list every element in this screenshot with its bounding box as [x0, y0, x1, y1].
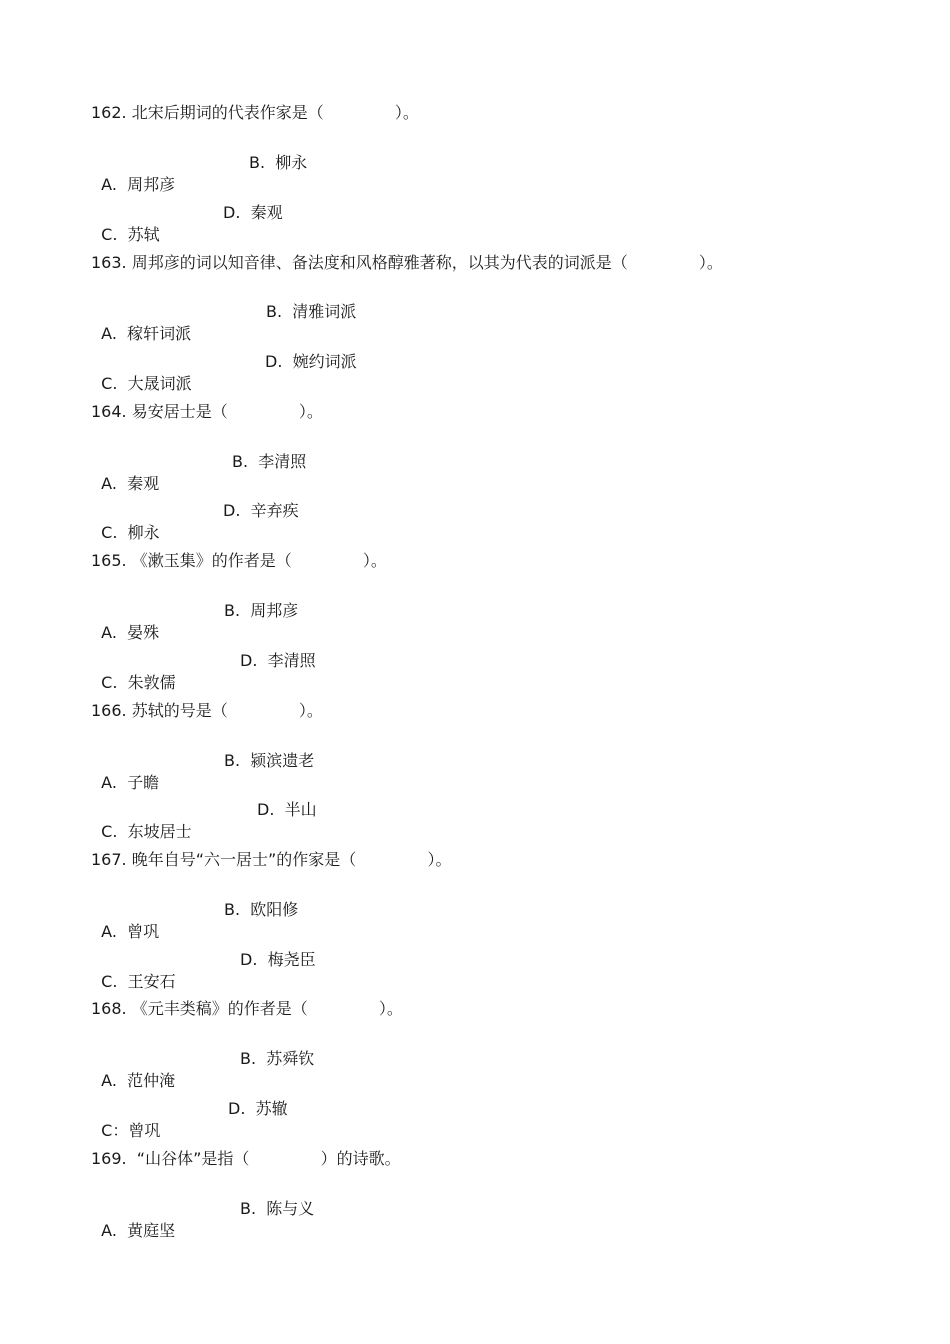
option-a: A. 周邦彦 [101, 175, 176, 194]
option-b: B. 欧阳修 [224, 900, 299, 919]
option-b: B. 李清照 [232, 452, 307, 471]
option-d: D. 梅尧臣 [240, 950, 316, 969]
option-a: A. 曾巩 [101, 922, 160, 941]
option-b: B. 清雅词派 [266, 302, 357, 321]
option-d: D. 半山 [257, 800, 317, 819]
option-c: C. 柳永 [101, 523, 160, 542]
question-162-stem: 162. 北宋后期词的代表作家是（ ）。 [91, 103, 419, 122]
option-b: B. 柳永 [249, 153, 308, 172]
option-a: A. 子瞻 [101, 773, 160, 792]
question-169-options-row-1 [91, 1198, 315, 1264]
option-a: A. 范仲淹 [101, 1071, 176, 1090]
question-169-stem: 169. “山谷体”是指（ ）的诗歌。 [91, 1149, 401, 1168]
option-d: D. 婉约词派 [265, 352, 357, 371]
option-a: A. 晏殊 [101, 623, 160, 642]
option-b: B. 苏舜钦 [240, 1049, 315, 1068]
option-c: C. 王安石 [101, 972, 176, 991]
option-b: B. 颍滨遗老 [224, 751, 315, 770]
question-166-stem: 166. 苏轼的号是（ ）。 [91, 701, 323, 720]
option-a: A. 秦观 [101, 474, 160, 493]
option-c: C. 大晟词派 [101, 374, 192, 393]
option-b: B. 陈与义 [240, 1199, 315, 1218]
option-d: D. 辛弃疾 [223, 501, 299, 520]
option-c: C. 东坡居士 [101, 822, 192, 841]
question-165-stem: 165. 《漱玉集》的作者是（ ）。 [91, 551, 387, 570]
option-c: C. 朱敦儒 [101, 673, 176, 692]
question-167-stem: 167. 晚年自号“六一居士”的作家是（ ）。 [91, 850, 452, 869]
option-a: A. 黄庭坚 [101, 1221, 176, 1240]
question-168-stem: 168. 《元丰类稿》的作者是（ ）。 [91, 999, 403, 1018]
option-c: C：曾巩 [101, 1121, 161, 1140]
option-d: D. 秦观 [223, 203, 283, 222]
question-164-stem: 164. 易安居士是（ ）。 [91, 402, 323, 421]
option-d: D. 李清照 [240, 651, 316, 670]
option-a: A. 稼轩词派 [101, 324, 192, 343]
question-163-stem: 163. 周邦彦的词以知音律、备法度和风格醇雅著称，以其为代表的词派是（ ）。 [91, 253, 723, 272]
option-d: D. 苏辙 [228, 1099, 288, 1118]
option-c: C. 苏轼 [101, 225, 160, 244]
option-b: B. 周邦彦 [224, 601, 299, 620]
